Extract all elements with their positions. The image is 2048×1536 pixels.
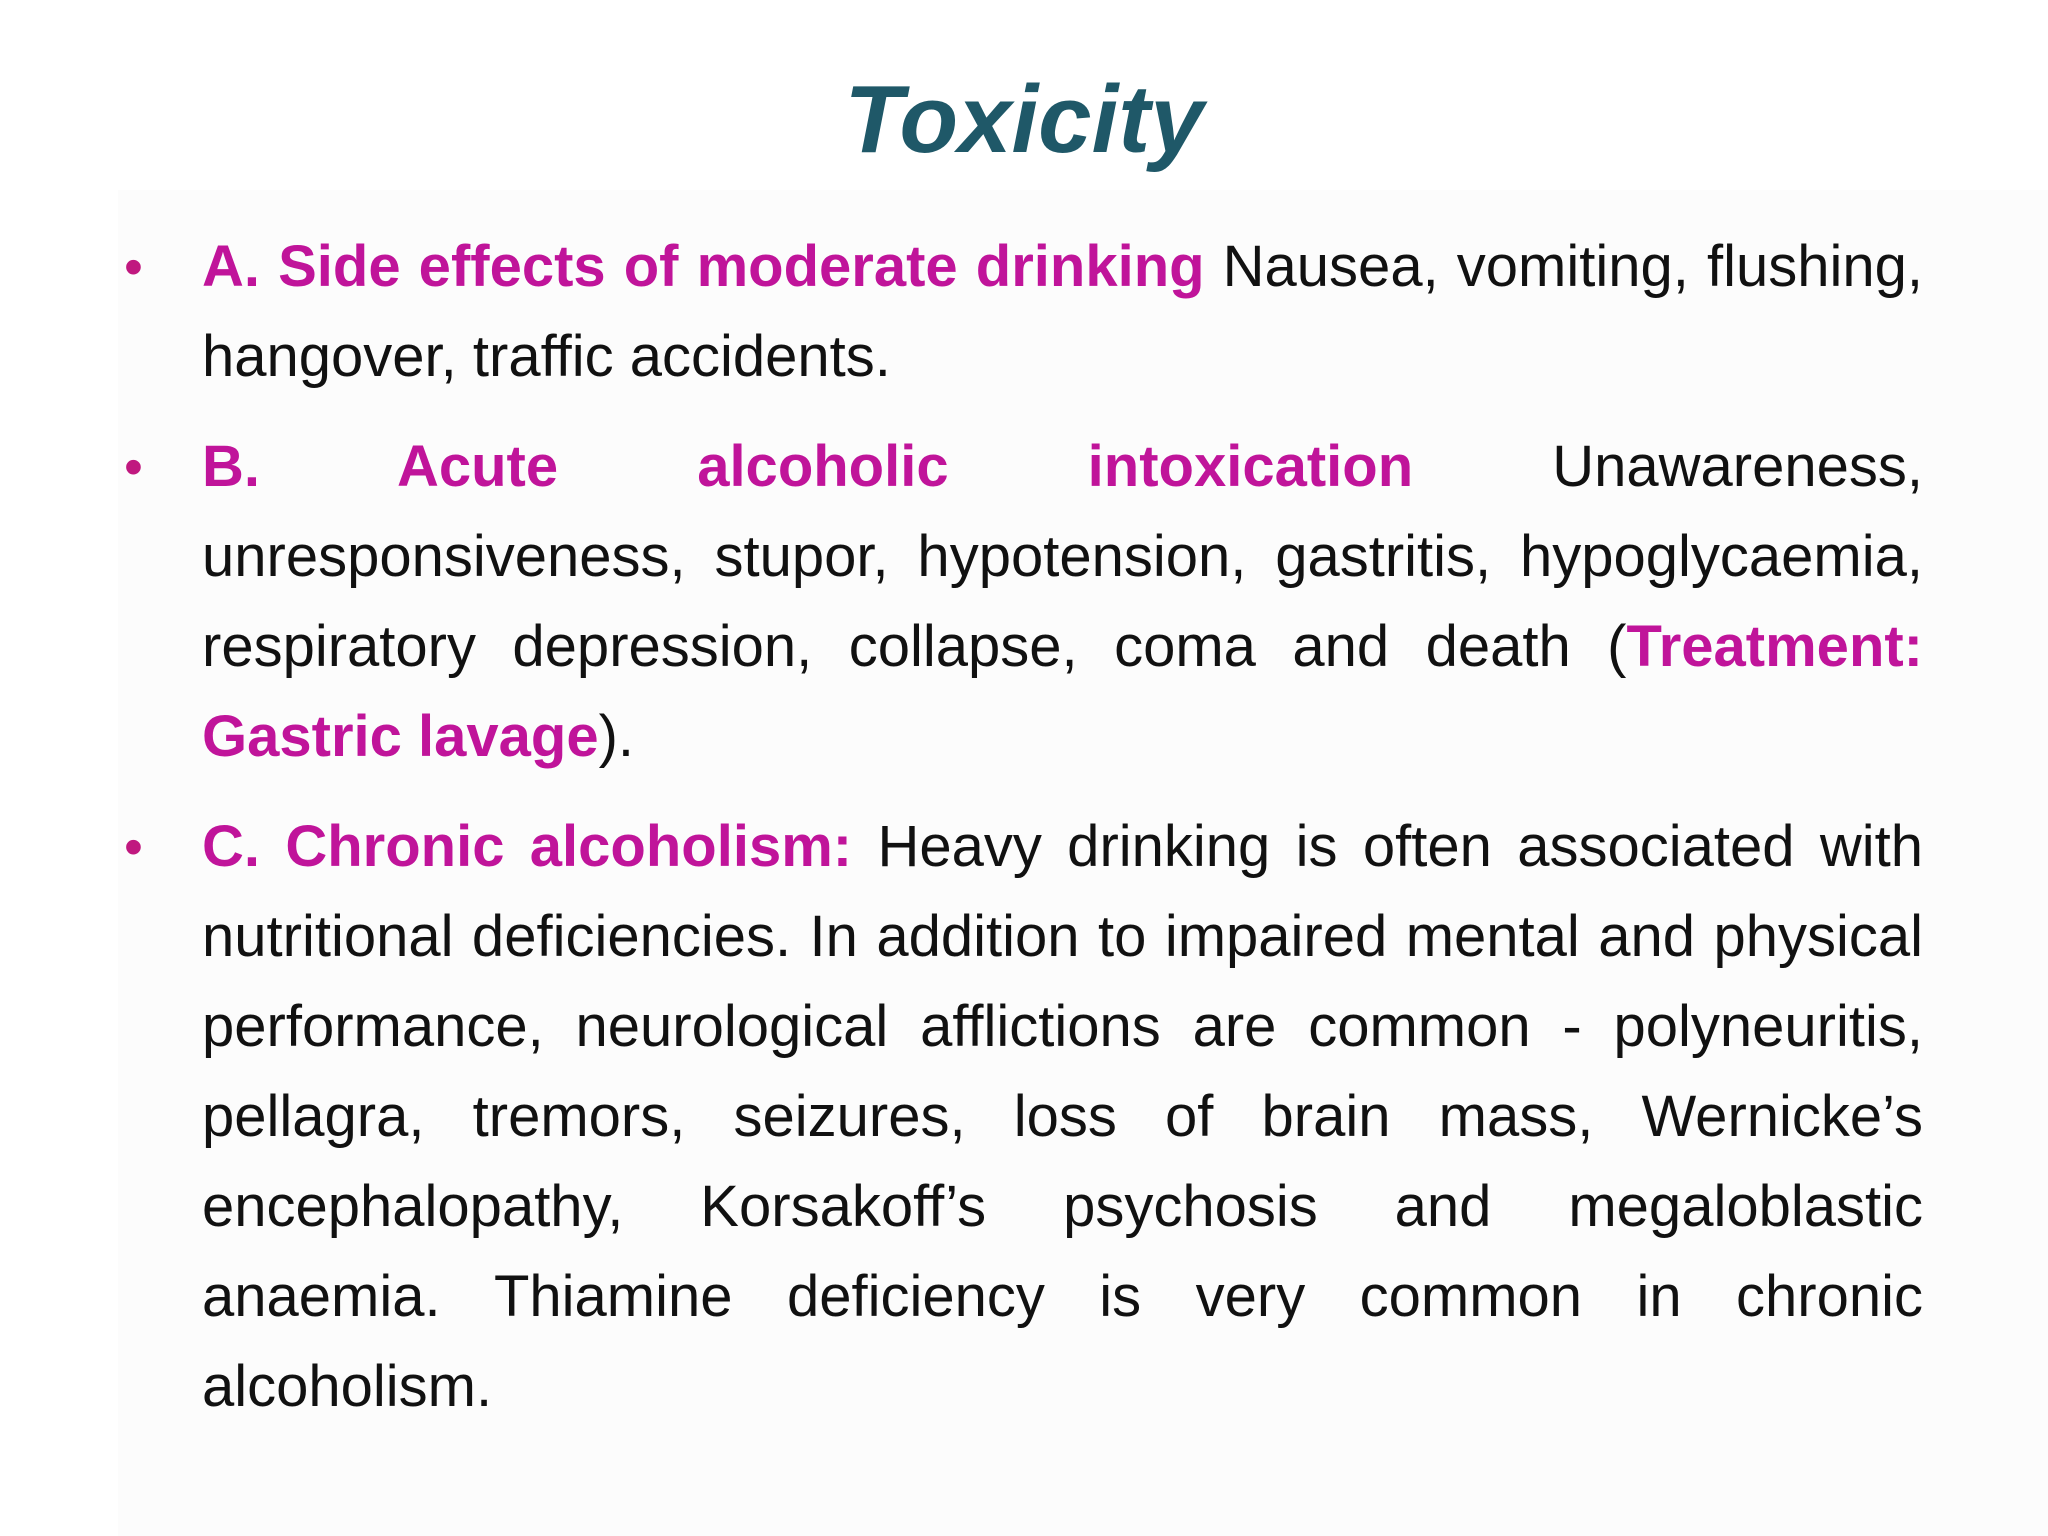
bullet-list — [118, 222, 1923, 1452]
bullet-dot-icon: • — [124, 437, 143, 497]
slide-title: Toxicity — [844, 66, 1204, 173]
bullet-heading: A. Side effects of moderate drinking — [202, 234, 1205, 299]
bullet-text: Nausea, vomiting, flushing, hangover, traffic accidents. — [202, 234, 1923, 389]
bullet-text: Unawareness, unresponsiveness, stupor, hypotension, gastritis, hypoglycaemia, respiratory depression, collapse, coma and death ( — [202, 434, 1923, 679]
treatment-highlight: Treatment: Gastric lavage — [202, 614, 1923, 769]
bullet-item-chronic-alcoholism — [118, 802, 1923, 1432]
bullet-item-acute-intoxication — [118, 422, 1923, 782]
bullet-dot-icon: • — [124, 817, 143, 877]
bullet-heading: B. Acute alcoholic intoxication — [202, 434, 1414, 499]
bullet-text-end: ). — [598, 704, 635, 769]
bullet-dot-icon: • — [124, 237, 143, 297]
bullet-item-side-effects — [118, 222, 1923, 402]
bullet-heading: C. Chronic alcoholism: — [202, 814, 853, 879]
bullet-text: Heavy drinking is often associated with nutritional deficiencies. In addition to impaired mental and physical performance, neurological afflictions are common - polyneuritis, pellagra, tremors, seizures, loss of brain mass, Wernicke’s encephalopathy, Korsakoff’s psychosis and megaloblastic anaemia. Thiamine deficiency is very common in chronic alcoholism. — [202, 814, 1923, 1419]
